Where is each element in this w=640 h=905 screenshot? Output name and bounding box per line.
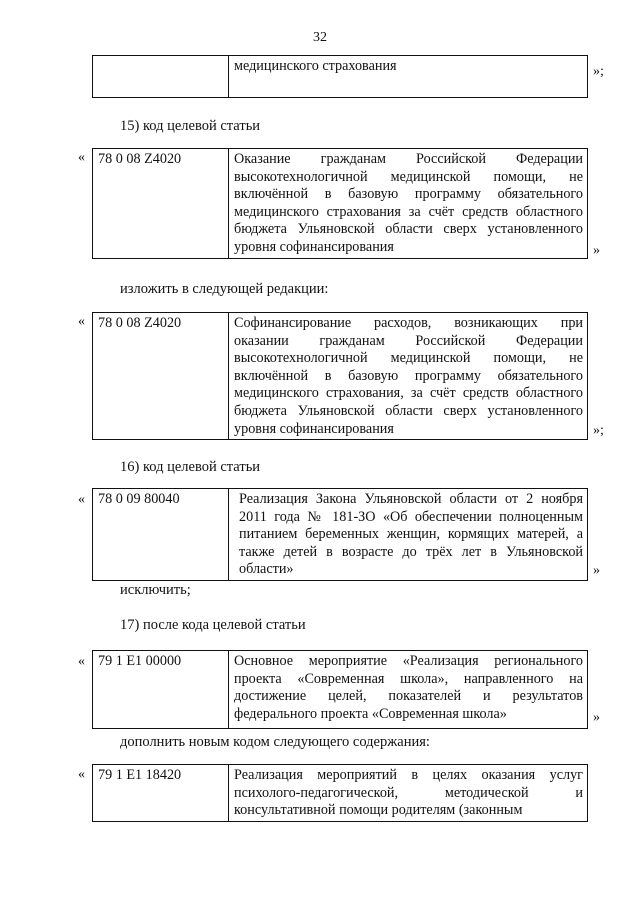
- close-quote: »;: [593, 423, 604, 438]
- description-cell: Оказание гражданам Российской Федерации высокотехнологичной медицинской помощи, не включённой в базовую программу обязательного медицинского страхования за счёт средств областного бюджета Ульяновской области сверх установленного уровня софинансирования: [229, 149, 588, 259]
- description-cell: Основное мероприятие «Реализация регионального проекта «Современная школа», направленного на достижение целей, показателей и результатов федерального проекта «Современная школа»: [229, 651, 588, 729]
- code-cell: 79 1 E1 00000: [93, 651, 229, 729]
- description-cell: Реализация Закона Ульяновской области от 2 ноября 2011 года № 181-ЗО «Об обеспечении полноценным питанием беременных женщин, кормящих матерей, а также детей в возрасте до трёх лет в Ульяновской области»: [229, 489, 588, 581]
- code-cell: [93, 56, 229, 98]
- code-cell: 78 0 09 80040: [93, 489, 229, 581]
- description-cell: Реализация мероприятий в целях оказания услуг психолого-педагогической, методической и консультативной помощи родителям (законным: [229, 765, 588, 822]
- code-table-16: [92, 488, 588, 581]
- paragraph-edit: изложить в следующей редакции:: [120, 281, 329, 297]
- description-cell: Софинансирование расходов, возникающих при оказании гражданам Российской Федерации высокотехнологичной медицинской помощи, не включённой в базовую программу обязательного медицинского страхования, за счёт средств областного бюджета Ульяновской области сверх установленного уровня софинансирования: [229, 313, 588, 440]
- description-cell: медицинского страхования: [229, 56, 588, 98]
- close-quote: »: [593, 243, 600, 258]
- open-quote: «: [78, 314, 85, 329]
- code-table-15-new: [92, 312, 588, 440]
- open-quote: «: [78, 654, 85, 669]
- close-quote: »: [593, 710, 600, 725]
- code-cell: 78 0 08 Z4020: [93, 313, 229, 440]
- paragraph-exclude: исключить;: [120, 582, 191, 598]
- paragraph-17: 17) после кода целевой статьи: [120, 617, 306, 633]
- code-table-new: [92, 764, 588, 822]
- close-quote: »: [593, 563, 600, 578]
- code-table-15-old: [92, 148, 588, 259]
- paragraph-add: дополнить новым кодом следующего содержания:: [120, 734, 430, 750]
- page-number: 32: [313, 30, 327, 45]
- open-quote: «: [78, 767, 85, 782]
- code-cell: 78 0 08 Z4020: [93, 149, 229, 259]
- close-quote: »;: [593, 64, 604, 79]
- code-table-continuation: [92, 55, 588, 98]
- code-cell: 79 1 E1 18420: [93, 765, 229, 822]
- paragraph-15: 15) код целевой статьи: [120, 118, 261, 134]
- open-quote: «: [78, 492, 85, 507]
- paragraph-16: 16) код целевой статьи: [120, 459, 261, 475]
- code-table-17: [92, 650, 588, 729]
- open-quote: «: [78, 150, 85, 165]
